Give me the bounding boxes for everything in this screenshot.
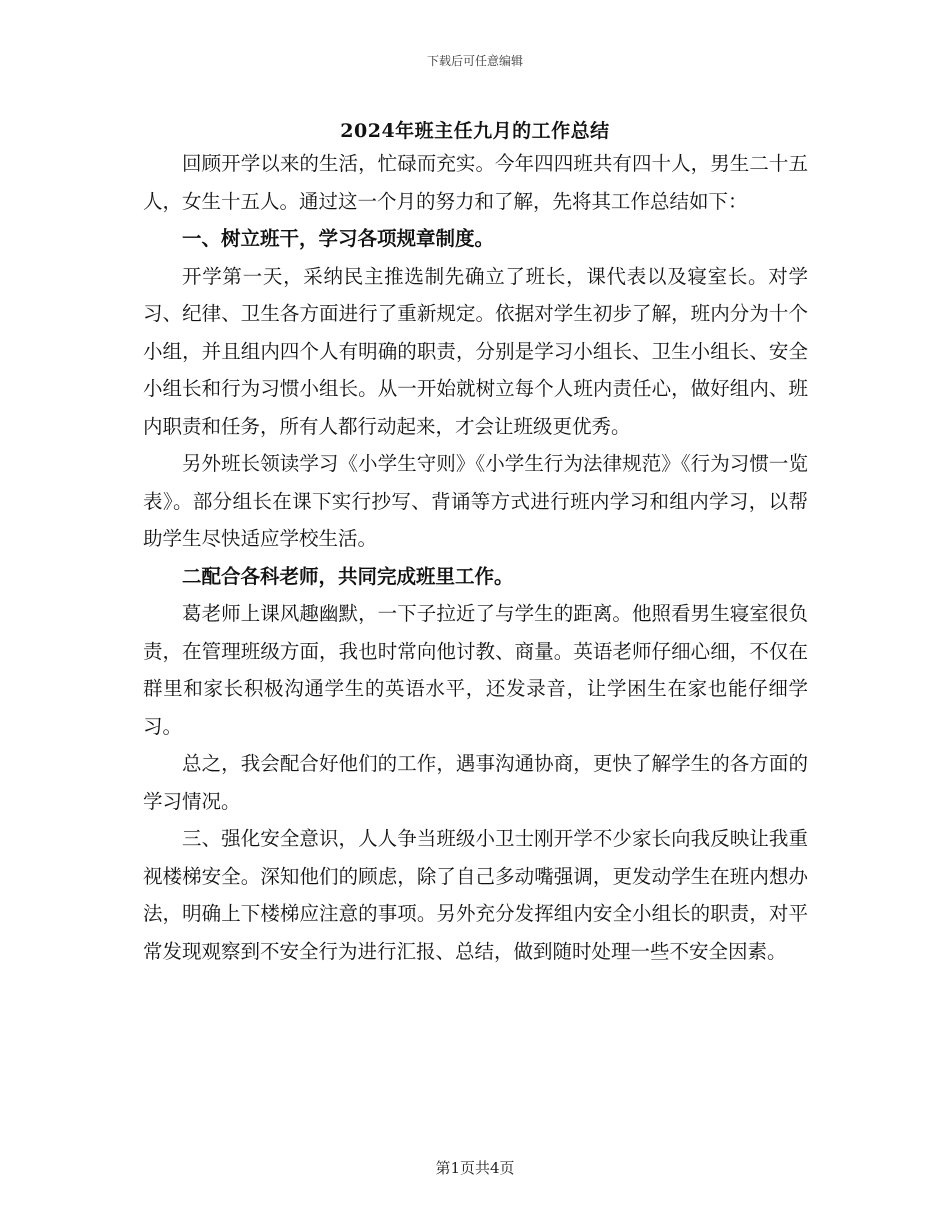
- page-header: 下载后可任意编辑: [426, 54, 523, 68]
- paragraph-section-1-extra: 另外班长领读学习《小学生守则》《小学生行为法律规范》《行为习惯一览表》。部分组长在课下实行抄写、背诵等方式进行班内学习和组内学习，以帮助学生尽快适应学校生活。: [143, 452, 808, 550]
- paragraph-intro: 回顾开学以来的生活，忙碌而充实。今年四四班共有四十人，男生二十五人，女生十五人。通过这一个月的努力和了解，先将其工作总结如下：: [143, 152, 808, 213]
- paragraph-section-1: 开学第一天，采纳民主推选制先确立了班长，课代表以及寝室长。对学习、纪律、卫生各方面进行了重新规定。依据对学生初步了解，班内分为十个小组，并且组内四个人有明确的职责，分别是学习小组长、卫生小组长、安全小组长和行为习惯小组长。从一开始就树立每个人班内责任心，做好组内、班内职责和任务，所有人都行动起来，才会让班级更优秀。: [143, 264, 808, 438]
- document-title: 2024年班主任九月的工作总结: [340, 120, 610, 142]
- section-heading-2: 二配合各科老师，共同完成班里工作。: [182, 564, 514, 588]
- section-heading-1: 一、树立班干，学习各项规章制度。: [182, 227, 495, 250]
- page-footer: 第1页共4页: [435, 1159, 515, 1177]
- paragraph-section-3: 三、强化安全意识，人人争当班级小卫士刚开学不少家长向我反映让我重视楼梯安全。深知他们的顾虑，除了自己多动嘴强调，更发动学生在班内想办法，明确上下楼梯应注意的事项。另外充分发挥组内安全小组长的职责，对平常发现观察到不安全行为进行汇报、总结，做到随时处理一些不安全因素。: [143, 827, 808, 963]
- paragraph-section-2: 葛老师上课风趣幽默，一下子拉近了与学生的距离。他照看男生寝室很负责，在管理班级方面，我也时常向他讨教、商量。英语老师仔细心细，不仅在群里和家长积极沟通学生的英语水平，还发录音，让学困生在家也能仔细学习。: [143, 602, 808, 738]
- paragraph-section-2-summary: 总之，我会配合好他们的工作，遇事沟通协商，更快了解学生的各方面的学习情况。: [143, 752, 808, 813]
- document-body: [143, 145, 808, 970]
